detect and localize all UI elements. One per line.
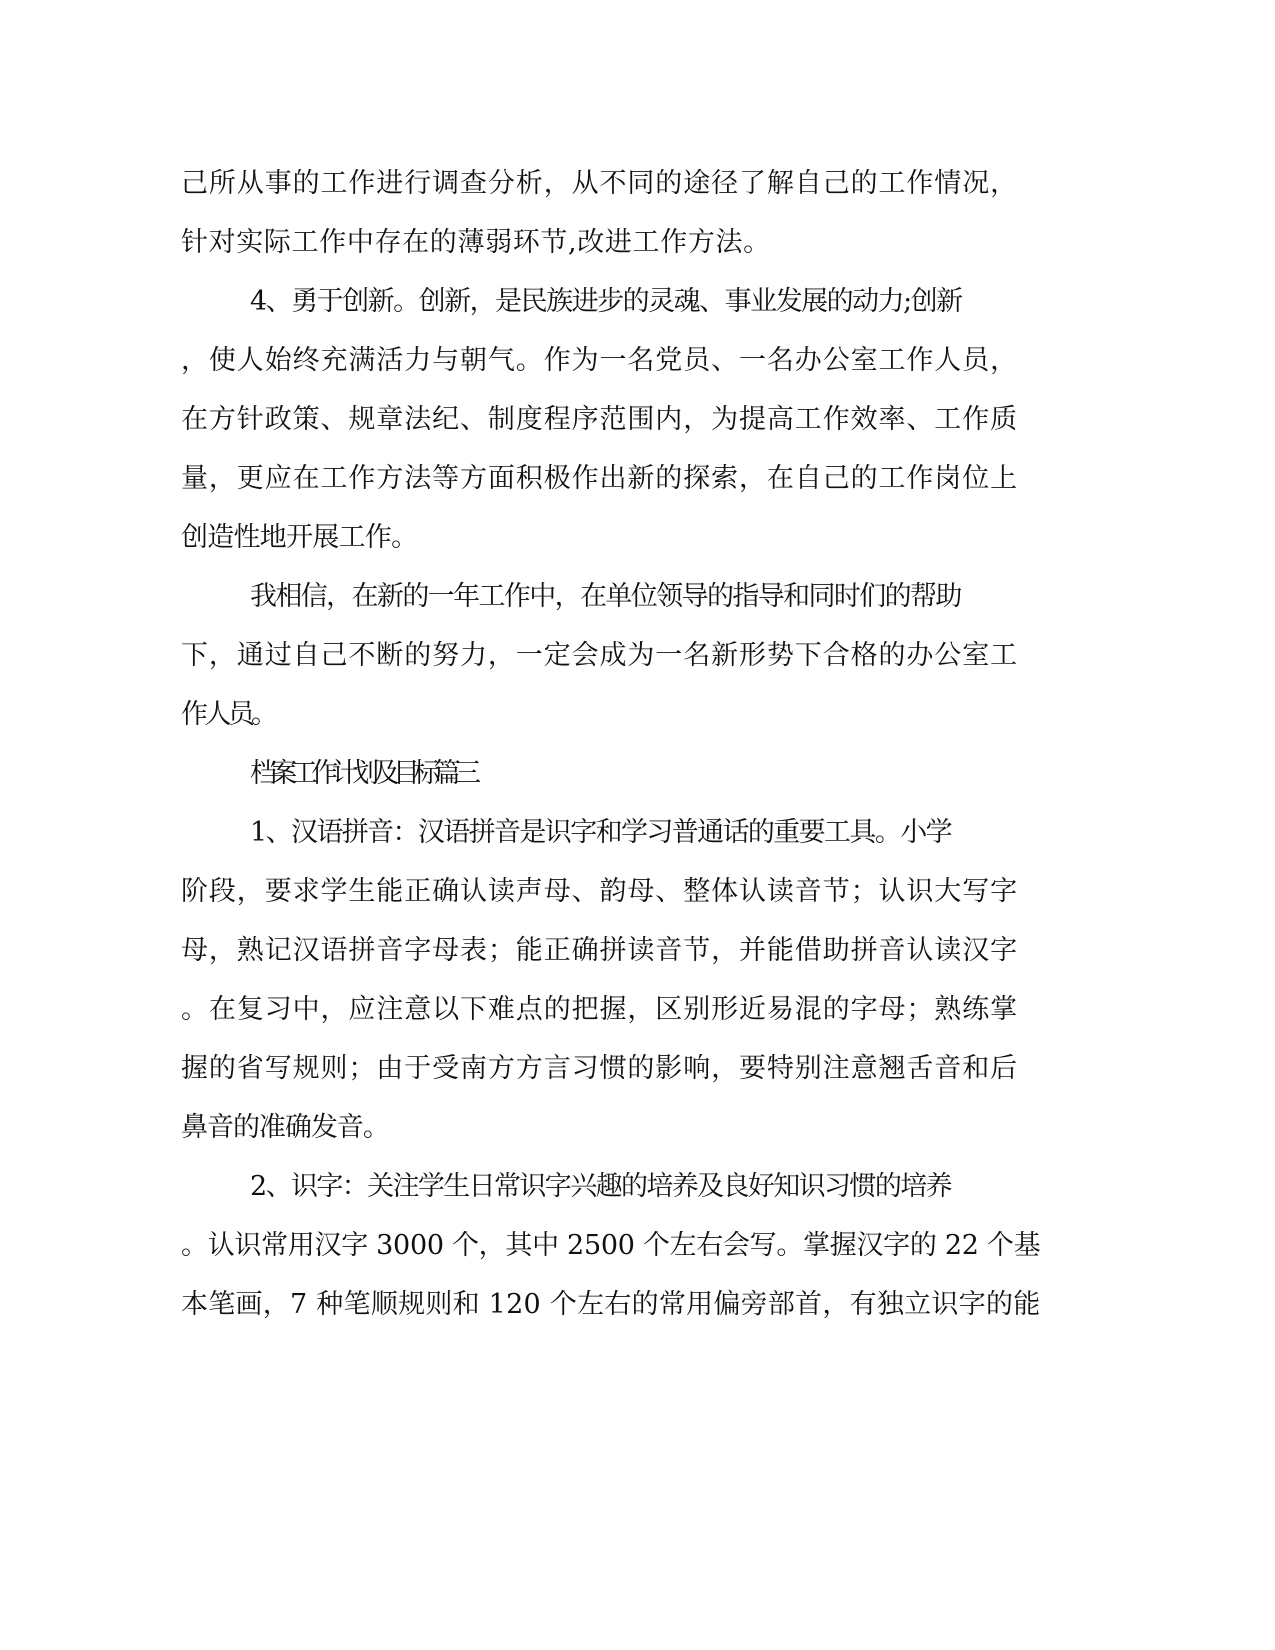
text-line: 量，更应在工作方法等方面积极作出新的探索，在自己的工作岗位上 bbox=[181, 463, 1018, 494]
paragraph-start-line: 1、汉语拼音：汉语拼音是识字和学习普通话的重要工具。小学 bbox=[250, 817, 951, 848]
text-line: 阶段，要求学生能正确认读声母、韵母、整体认读音节；认识大写字 bbox=[181, 876, 1018, 907]
text-line: 创造性地开展工作。 bbox=[181, 522, 418, 553]
text-line: 针对实际工作中存在的薄弱环节,改进工作方法。 bbox=[181, 227, 771, 258]
text-line: 下，通过自己不断的努力，一定会成为一名新形势下合格的办公室工 bbox=[181, 640, 1018, 671]
paragraph-start-line: 2、识字：关注学生日常识字兴趣的培养及良好知识习惯的培养 bbox=[250, 1171, 951, 1202]
text-line: 。认识常用汉字 3000 个，其中 2500 个左右会写。掌握汉字的 22 个基 bbox=[181, 1230, 1041, 1261]
text-line: 本笔画，7 种笔顺规则和 120 个左右的常用偏旁部首，有独立识字的能 bbox=[181, 1289, 1041, 1320]
paragraph-start-line: 4、勇于创新。创新，是民族进步的灵魂、事业发展的动力;创新 bbox=[250, 286, 962, 317]
text-line: ，使人始终充满活力与朝气。作为一名党员、一名办公室工作人员， bbox=[181, 345, 1018, 376]
text-line: 。在复习中，应注意以下难点的把握，区别形近易混的字母；熟练掌 bbox=[181, 994, 1018, 1025]
section-heading: 档案工作计划及目标篇三 bbox=[250, 758, 475, 789]
text-line: 握的省写规则；由于受南方方言习惯的影响，要特别注意翘舌音和后 bbox=[181, 1053, 1018, 1084]
text-line: 己所从事的工作进行调查分析，从不同的途径了解自己的工作情况， bbox=[181, 168, 1018, 199]
text-line: 在方针政策、规章法纪、制度程序范围内，为提高工作效率、工作质 bbox=[181, 404, 1018, 435]
text-line: 母，熟记汉语拼音字母表；能正确拼读音节，并能借助拼音认读汉字 bbox=[181, 935, 1018, 966]
paragraph-start-line: 我相信，在新的一年工作中，在单位领导的指导和同时们的帮助 bbox=[250, 581, 961, 612]
text-line: 鼻音的准确发音。 bbox=[181, 1112, 389, 1143]
text-line: 作人员。 bbox=[181, 699, 275, 730]
